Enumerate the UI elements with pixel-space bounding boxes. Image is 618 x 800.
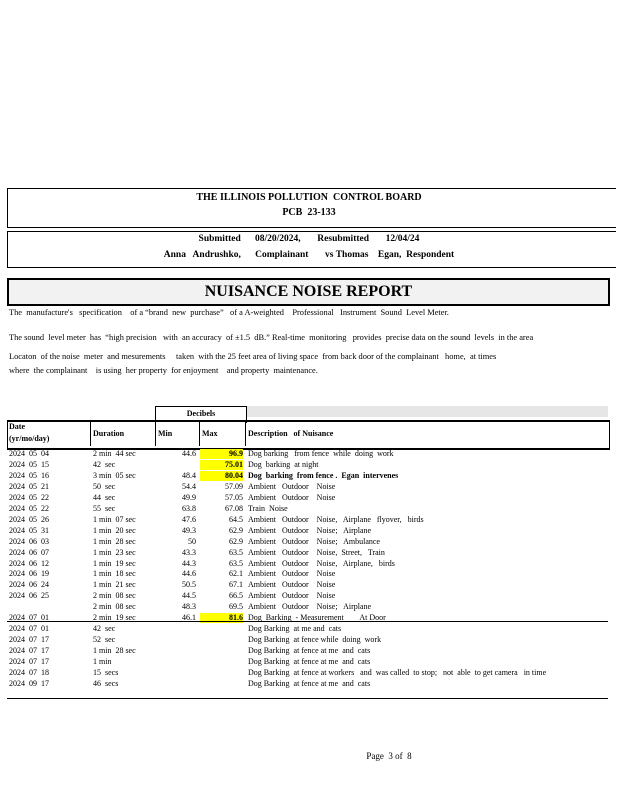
table-cell-duration: 1 min 19 sec	[93, 558, 136, 568]
report-title-box	[7, 278, 610, 306]
table-cell-min: 44.6	[182, 569, 196, 579]
table-cell-duration: 2 min 19 sec	[93, 613, 136, 623]
col-divider-3	[199, 420, 200, 446]
table-cell-min: 49.3	[182, 525, 196, 535]
table-cell-desc: Dog barking from fence while doing work	[248, 449, 394, 458]
header-duration: Duration	[93, 429, 125, 438]
header-max: Max	[202, 429, 218, 438]
table-cell-desc: Ambient Outdoor Noise, Airplane, birds	[248, 558, 395, 568]
header-date: Date	[9, 422, 25, 431]
table-cell-date: 2024 07 01	[9, 613, 49, 623]
table-cell-desc: Ambient Outdoor Noise	[248, 591, 336, 601]
table-cell-max: 80.04	[200, 471, 243, 481]
table-cell-desc: Dog Barking - Measurement At Door	[248, 613, 386, 623]
group-separator-2	[7, 698, 608, 699]
table-cell-date: 2024 05 26	[9, 514, 49, 524]
header-description: Description of Nuisance	[248, 429, 334, 438]
table-cell-max: 75.01	[200, 460, 243, 470]
table-cell-min: 44.5	[182, 591, 196, 601]
table-cell-date: 2024 09 17	[9, 678, 49, 688]
table-cell-date: 2024 06 07	[9, 547, 49, 557]
table-cell-duration: 44 sec	[93, 492, 116, 502]
table-cell-max: 57.05	[225, 492, 243, 502]
table-cell-desc: Ambient Outdoor Noise, Airplane flyover, birds	[248, 514, 424, 524]
table-cell-min: 44.6	[182, 449, 196, 458]
table-cell-max: 96.9	[200, 449, 243, 459]
table-cell-min: 48.3	[182, 602, 196, 612]
table-cell-min: 54.4	[182, 481, 196, 491]
header-mid-rule-2	[7, 231, 616, 232]
report-title: NUISANCE NOISE REPORT	[204, 283, 413, 300]
table-cell-max: 66.5	[229, 591, 243, 601]
table-cell-duration: 3 min 05 sec	[93, 470, 136, 480]
table-cell-duration: 2 min 08 sec	[93, 591, 136, 601]
table-cell-desc: Dog barking at night	[248, 459, 319, 469]
table-cell-date: 2024 07 17	[9, 635, 49, 645]
board-name: THE ILLINOIS POLLUTION CONTROL BOARD	[196, 192, 422, 203]
table-cell-duration: 1 min	[93, 657, 112, 667]
table-cell-desc: Ambient Outdoor Noise	[248, 481, 336, 491]
table-cell-min: 50.5	[182, 580, 196, 590]
table-cell-max: 62.1	[229, 569, 243, 579]
table-cell-duration: 42 sec	[93, 459, 116, 469]
table-cell-desc: Dog Barking at fence at me and cats	[248, 657, 371, 667]
table-cell-date: 2024 05 16	[9, 470, 49, 480]
decibels-group-header: Decibels	[155, 406, 247, 423]
table-cell-max: 81.6	[200, 613, 243, 623]
col-divider-1	[90, 420, 91, 446]
table-cell-date: 2024 05 21	[9, 481, 49, 491]
table-cell-date: 2024 07 17	[9, 657, 49, 667]
table-cell-duration: 2 min 08 sec	[93, 602, 136, 612]
table-cell-date: 2024 06 19	[9, 569, 49, 579]
table-cell-min: 47.6	[182, 514, 196, 524]
table-cell-min: 63.8	[182, 503, 196, 513]
table-cell-date: 2024 07 17	[9, 646, 49, 656]
table-cell-date: 2024 06 12	[9, 558, 49, 568]
page-number: Page 3 of 8	[366, 751, 412, 761]
table-cell-date: 2024 05 31	[9, 525, 49, 535]
table-cell-date: 2024 05 15	[9, 459, 49, 469]
table-cell-max: 62.9	[229, 536, 243, 546]
table-cell-date: 2024 07 01	[9, 624, 49, 634]
header-shading	[246, 406, 608, 417]
case-number: PCB 23-133	[282, 207, 336, 218]
table-cell-max: 67.08	[225, 503, 243, 513]
table-cell-min: 44.3	[182, 558, 196, 568]
header-left-rule-2	[7, 231, 8, 267]
table-cell-duration: 50 sec	[93, 481, 116, 491]
table-cell-duration: 46 secs	[93, 678, 119, 688]
table-cell-desc: Ambient Outdoor Noise; Airplane	[248, 525, 372, 535]
header-top-rule	[7, 188, 616, 189]
table-cell-duration: 2 min 44 sec	[93, 449, 136, 458]
table-cell-desc: Train Noise	[248, 503, 288, 513]
paragraph-specification: The manufacture's specification of a “brand new purchase” of a A-weighted Professional Instrument Sound Level Meter.	[9, 308, 449, 317]
table-cell-duration: 1 min 21 sec	[93, 580, 136, 590]
submission-dates: Submitted 08/20/2024, Resubmitted 12/04/24	[198, 234, 420, 244]
table-cell-date: 2024 07 18	[9, 668, 49, 677]
table-cell-date: 2024 06 24	[9, 580, 49, 590]
table-cell-duration: 55 sec	[93, 503, 116, 513]
case-parties: Anna Andrushko, Complainant vs Thomas Egan, Respondent	[163, 250, 455, 260]
table-cell-desc: Ambient Outdoor Noise	[248, 569, 336, 579]
table-cell-duration: 1 min 07 sec	[93, 514, 136, 524]
table-cell-duration: 1 min 18 sec	[93, 569, 136, 579]
table-cell-min: 48.4	[182, 470, 196, 480]
table-cell-max: 64.5	[229, 514, 243, 524]
table-cell-max: 63.5	[229, 547, 243, 557]
table-cell-duration: 1 min 28 sec	[93, 536, 136, 546]
table-cell-max: 63.5	[229, 558, 243, 568]
paragraph-location: Locaton of the noise meter and mesurements taken with the 25 feet area of living space from back door of the complainant home, at times	[9, 352, 497, 361]
paragraph-precision: The sound level meter has “high precision with an accuracy of ±1.5 dB.” Real-time monitoring provides precise data on the sound levels in the area	[9, 333, 534, 342]
table-cell-max: 67.1	[229, 580, 243, 590]
group-separator-1	[7, 621, 608, 622]
table-cell-min: 46.1	[182, 613, 196, 623]
table-cell-desc: Ambient Outdoor Noise	[248, 580, 336, 590]
table-cell-desc: Dog barking from fence . Egan intervenes	[248, 470, 399, 480]
col-divider-2	[155, 420, 156, 446]
table-cell-desc: Ambient Outdoor Noise; Ambulance	[248, 536, 380, 546]
table-cell-desc: Dog Barking at fence at me and cats	[248, 678, 371, 688]
table-cell-duration: 15 secs	[93, 668, 119, 677]
paragraph-location-cont: where the complainant is using her property for enjoyment and property maintenance.	[9, 366, 318, 375]
col-divider-4	[245, 420, 246, 446]
table-cell-max: 62.9	[229, 525, 243, 535]
table-cell-date: 2024 06 03	[9, 536, 49, 546]
table-cell-min: 43.3	[182, 547, 196, 557]
table-cell-min: 49.9	[182, 492, 196, 502]
table-cell-desc: Dog Barking at fence while doing work	[248, 635, 382, 645]
table-cell-desc: Dog Barking at fence at me and cats	[248, 646, 371, 656]
table-cell-max: 57.09	[225, 481, 243, 491]
table-cell-min: 50	[188, 536, 196, 546]
table-cell-desc: Ambient Outdoor Noise	[248, 492, 336, 502]
table-cell-desc: Ambient Outdoor Noise, Street, Train	[248, 547, 385, 557]
table-cell-duration: 52 sec	[93, 635, 116, 645]
table-cell-date: 2024 05 04	[9, 449, 49, 458]
table-cell-date: 2024 05 22	[9, 503, 49, 513]
table-cell-desc: Dog Barking at me and cats	[248, 624, 342, 634]
header-min: Min	[158, 429, 173, 438]
header-mid-rule	[7, 227, 616, 228]
table-cell-desc: Dog Barking at fence at workers and was called to stop; not able to get camera in time	[248, 668, 547, 677]
table-cell-duration: 42 sec	[93, 624, 116, 634]
table-cell-date: 2024 05 22	[9, 492, 49, 502]
header-bottom-rule	[7, 267, 616, 268]
header-date-format: (yr/mo/day)	[9, 434, 50, 443]
table-cell-duration: 1 min 20 sec	[93, 525, 136, 535]
table-cell-date: 2024 06 25	[9, 591, 49, 601]
table-cell-duration: 1 min 23 sec	[93, 547, 136, 557]
table-cell-max: 69.5	[229, 602, 243, 612]
table-cell-desc: Ambient Outdoor Noise; Airplane	[248, 602, 372, 612]
table-cell-duration: 1 min 28 sec	[93, 646, 136, 656]
